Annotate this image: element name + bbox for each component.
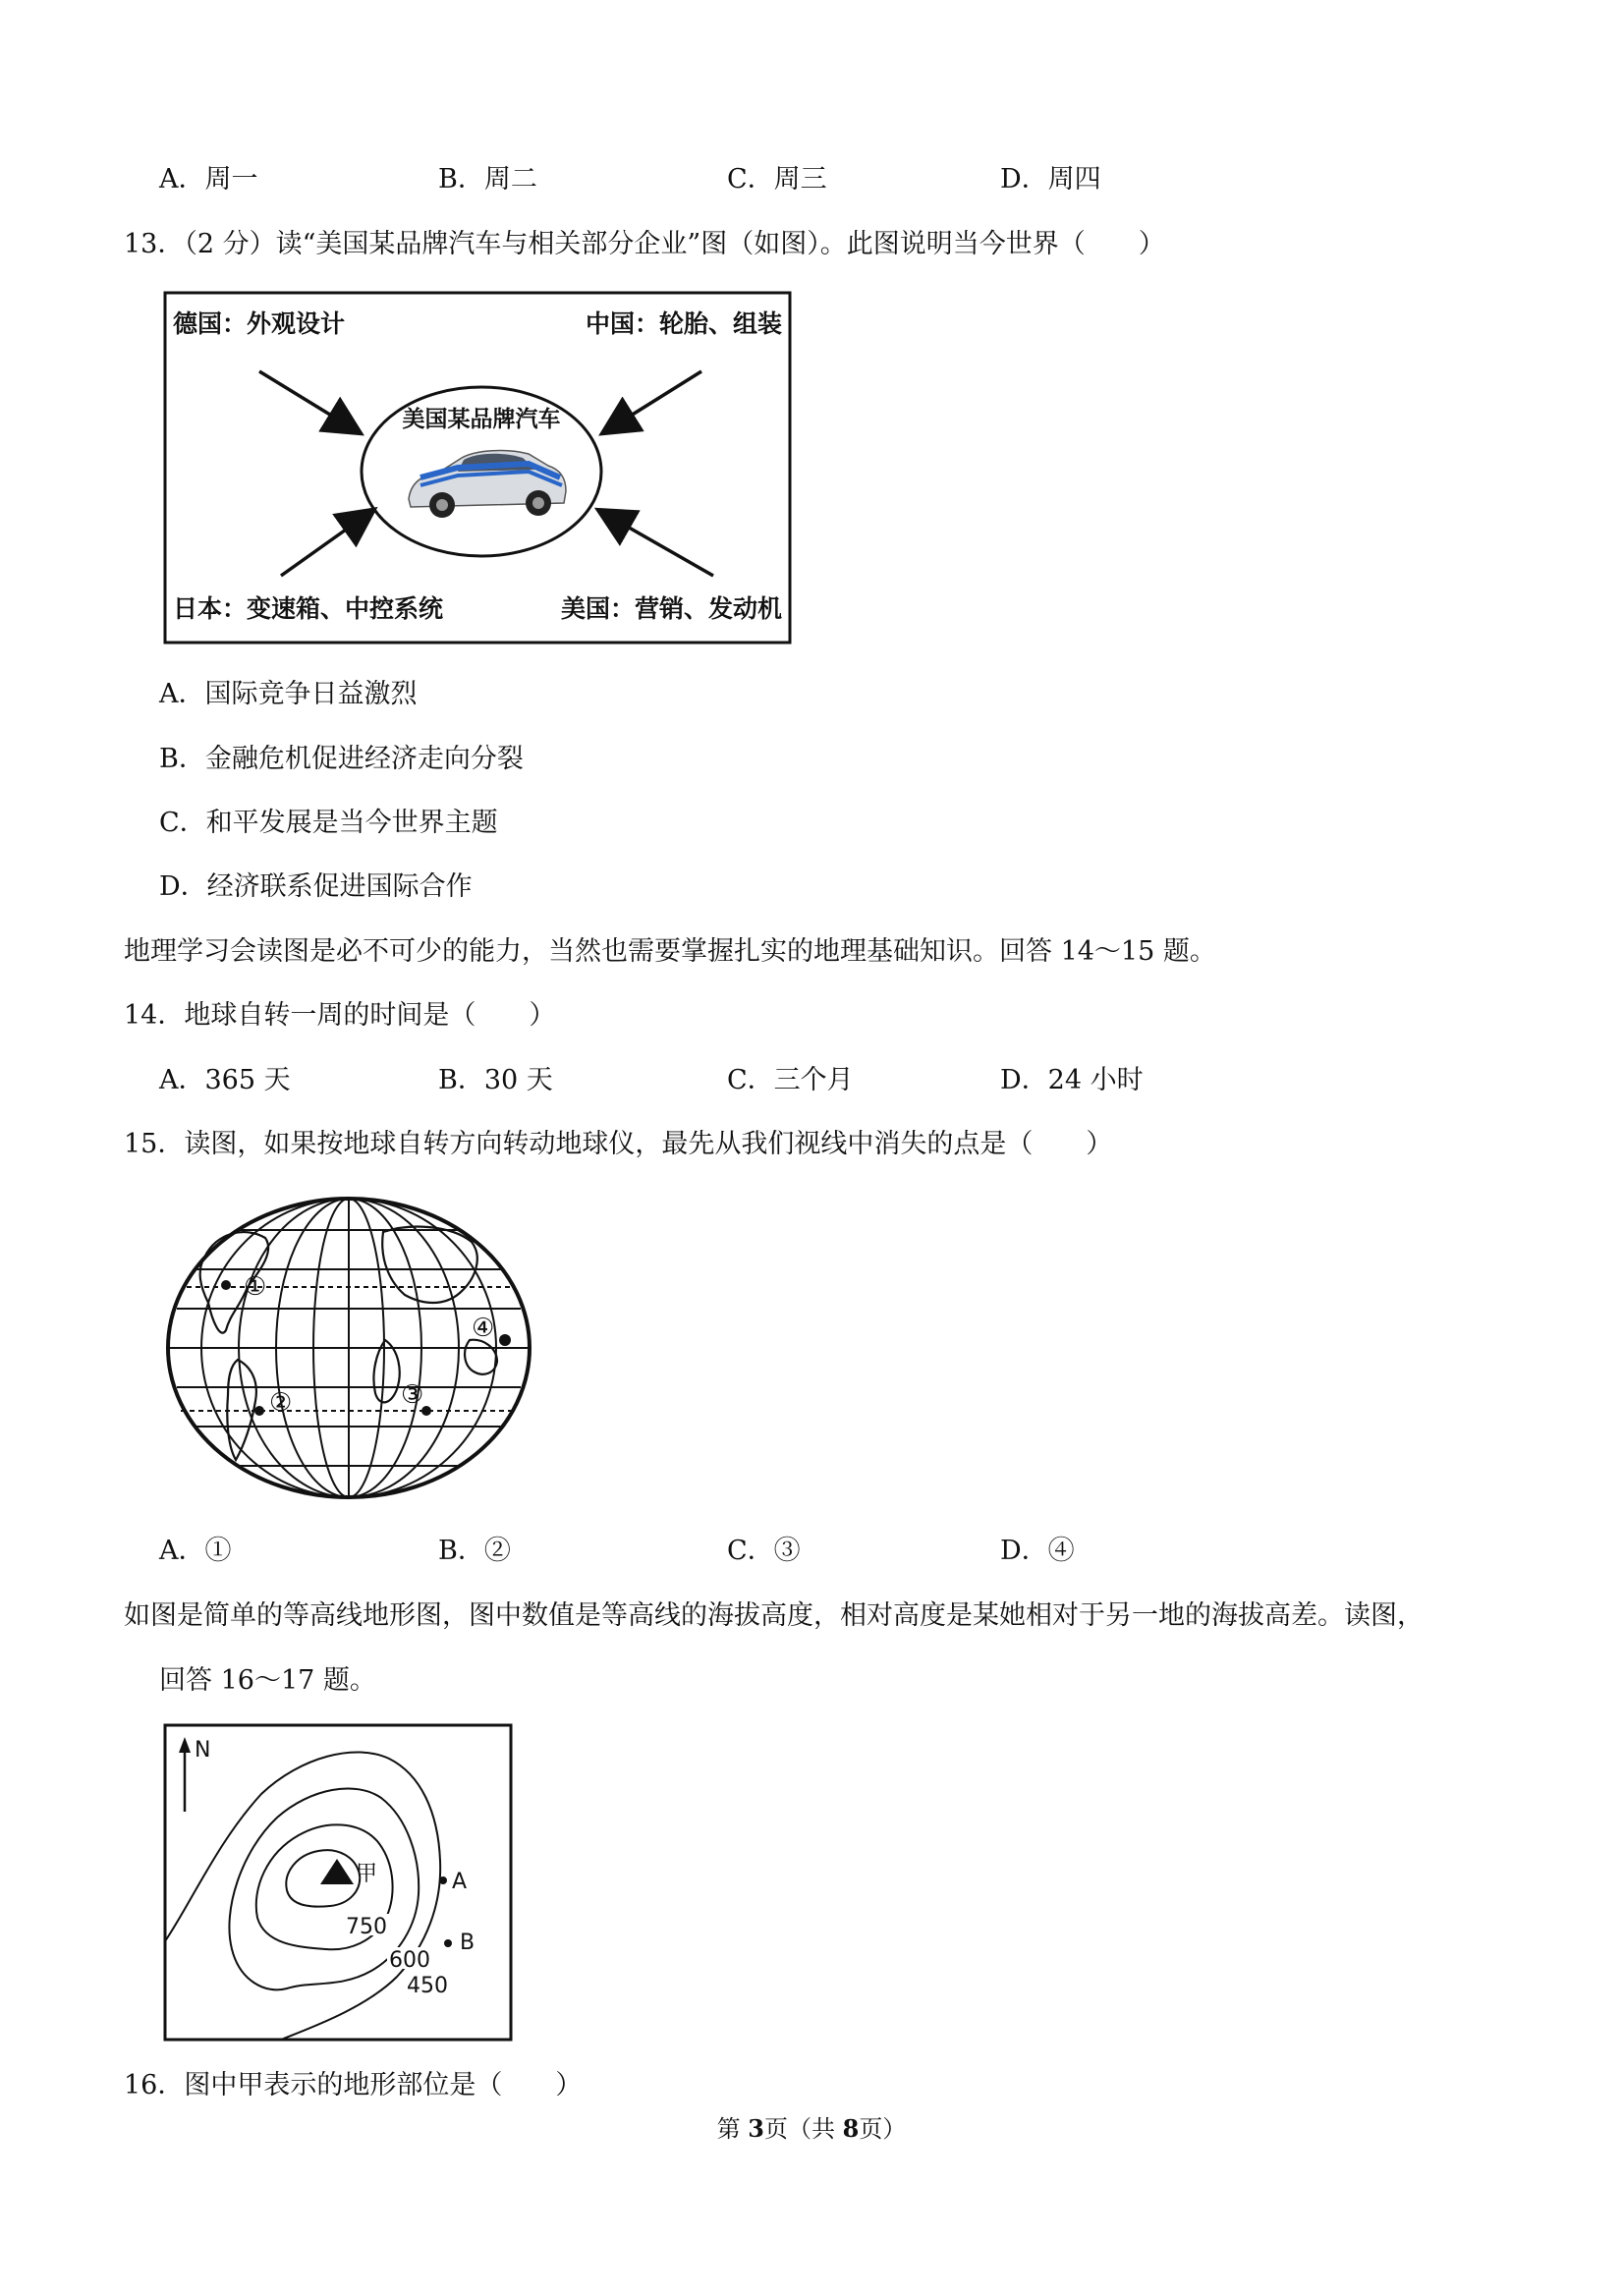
north-label: N — [195, 1738, 211, 1763]
q13-option-a: A．国际竞争日益激烈 — [159, 679, 418, 709]
q14-option-a: A．365 天 — [159, 1065, 291, 1095]
q12-option-b: B．周二 — [438, 164, 537, 195]
contour-750-label: 750 — [346, 1915, 387, 1939]
marker-4-label: ④ — [472, 1314, 495, 1343]
q15-option-b: B．② — [438, 1536, 511, 1566]
q14-stem: 14．地球自转一周的时间是（ ） — [124, 1000, 556, 1031]
q12-option-c: C．周三 — [727, 164, 827, 195]
q15-stem: 15．读图，如果按地球自转方向转动地球仪，最先从我们视线中消失的点是（ ） — [124, 1129, 1113, 1159]
intro-16-17-line2: 回答 16～17 题。 — [159, 1665, 376, 1696]
q15-option-a: A．① — [159, 1536, 232, 1566]
point-b-label: B — [460, 1931, 476, 1955]
marker-2-label: ② — [269, 1388, 293, 1418]
footer-post: 页） — [859, 2115, 907, 2143]
q13-option-b: B．金融危机促进经济走向分裂 — [159, 744, 524, 774]
footer-total-pages: 8 — [842, 2114, 860, 2143]
fig-center-label: 美国某品牌汽车 — [402, 407, 561, 432]
q13-option-d: D．经济联系促进国际合作 — [159, 871, 473, 902]
marker-3-label: ③ — [401, 1380, 424, 1410]
fig-japan-label: 日本：变速箱、中控系统 — [173, 594, 444, 623]
q13-option-c: C．和平发展是当今世界主题 — [159, 808, 498, 838]
q14-option-c: C．三个月 — [727, 1065, 854, 1095]
contour-450-label: 450 — [407, 1974, 448, 1998]
marker-1-label: ① — [244, 1272, 267, 1302]
footer-mid: 页（共 — [764, 2115, 843, 2143]
footer-page-number: 3 — [748, 2114, 764, 2143]
q13-car-figure — [163, 291, 792, 650]
fig-germany-label: 德国：外观设计 — [173, 309, 346, 338]
q16-stem: 16．图中甲表示的地形部位是（ ） — [124, 2070, 583, 2100]
intro-14-15: 地理学习会读图是必不可少的能力，当然也需要掌握扎实的地理基础知识。回答 14～15 题。 — [124, 936, 1216, 967]
q14-option-d: D．24 小时 — [1000, 1065, 1144, 1095]
point-a-label: A — [452, 1870, 468, 1894]
q13-stem: 13．（2 分）读“美国某品牌汽车与相关部分企业”图（如图）。此图说明当今世界（ ） — [124, 229, 1165, 259]
q15-option-c: C．③ — [727, 1536, 801, 1566]
q12-option-a: A．周一 — [159, 164, 258, 195]
contour-map-figure — [163, 1723, 513, 2045]
q12-option-d: D．周四 — [1000, 164, 1101, 195]
q15-globe-figure — [157, 1193, 540, 1509]
fig-china-label: 中国：轮胎、组装 — [585, 309, 782, 338]
page-footer — [0, 2114, 1623, 2144]
intro-16-17-line1: 如图是简单的等高线地形图，图中数值是等高线的海拔高度，相对高度是某她相对于另一地的海拔高差。读图， — [124, 1600, 1424, 1631]
footer-pre: 第 — [716, 2115, 749, 2143]
contour-600-label: 600 — [389, 1948, 430, 1973]
fig-usa-label: 美国：营销、发动机 — [560, 594, 782, 623]
peak-label: 甲 — [356, 1862, 378, 1886]
q15-option-d: D．④ — [1000, 1536, 1075, 1566]
q14-option-b: B．30 天 — [438, 1065, 553, 1095]
